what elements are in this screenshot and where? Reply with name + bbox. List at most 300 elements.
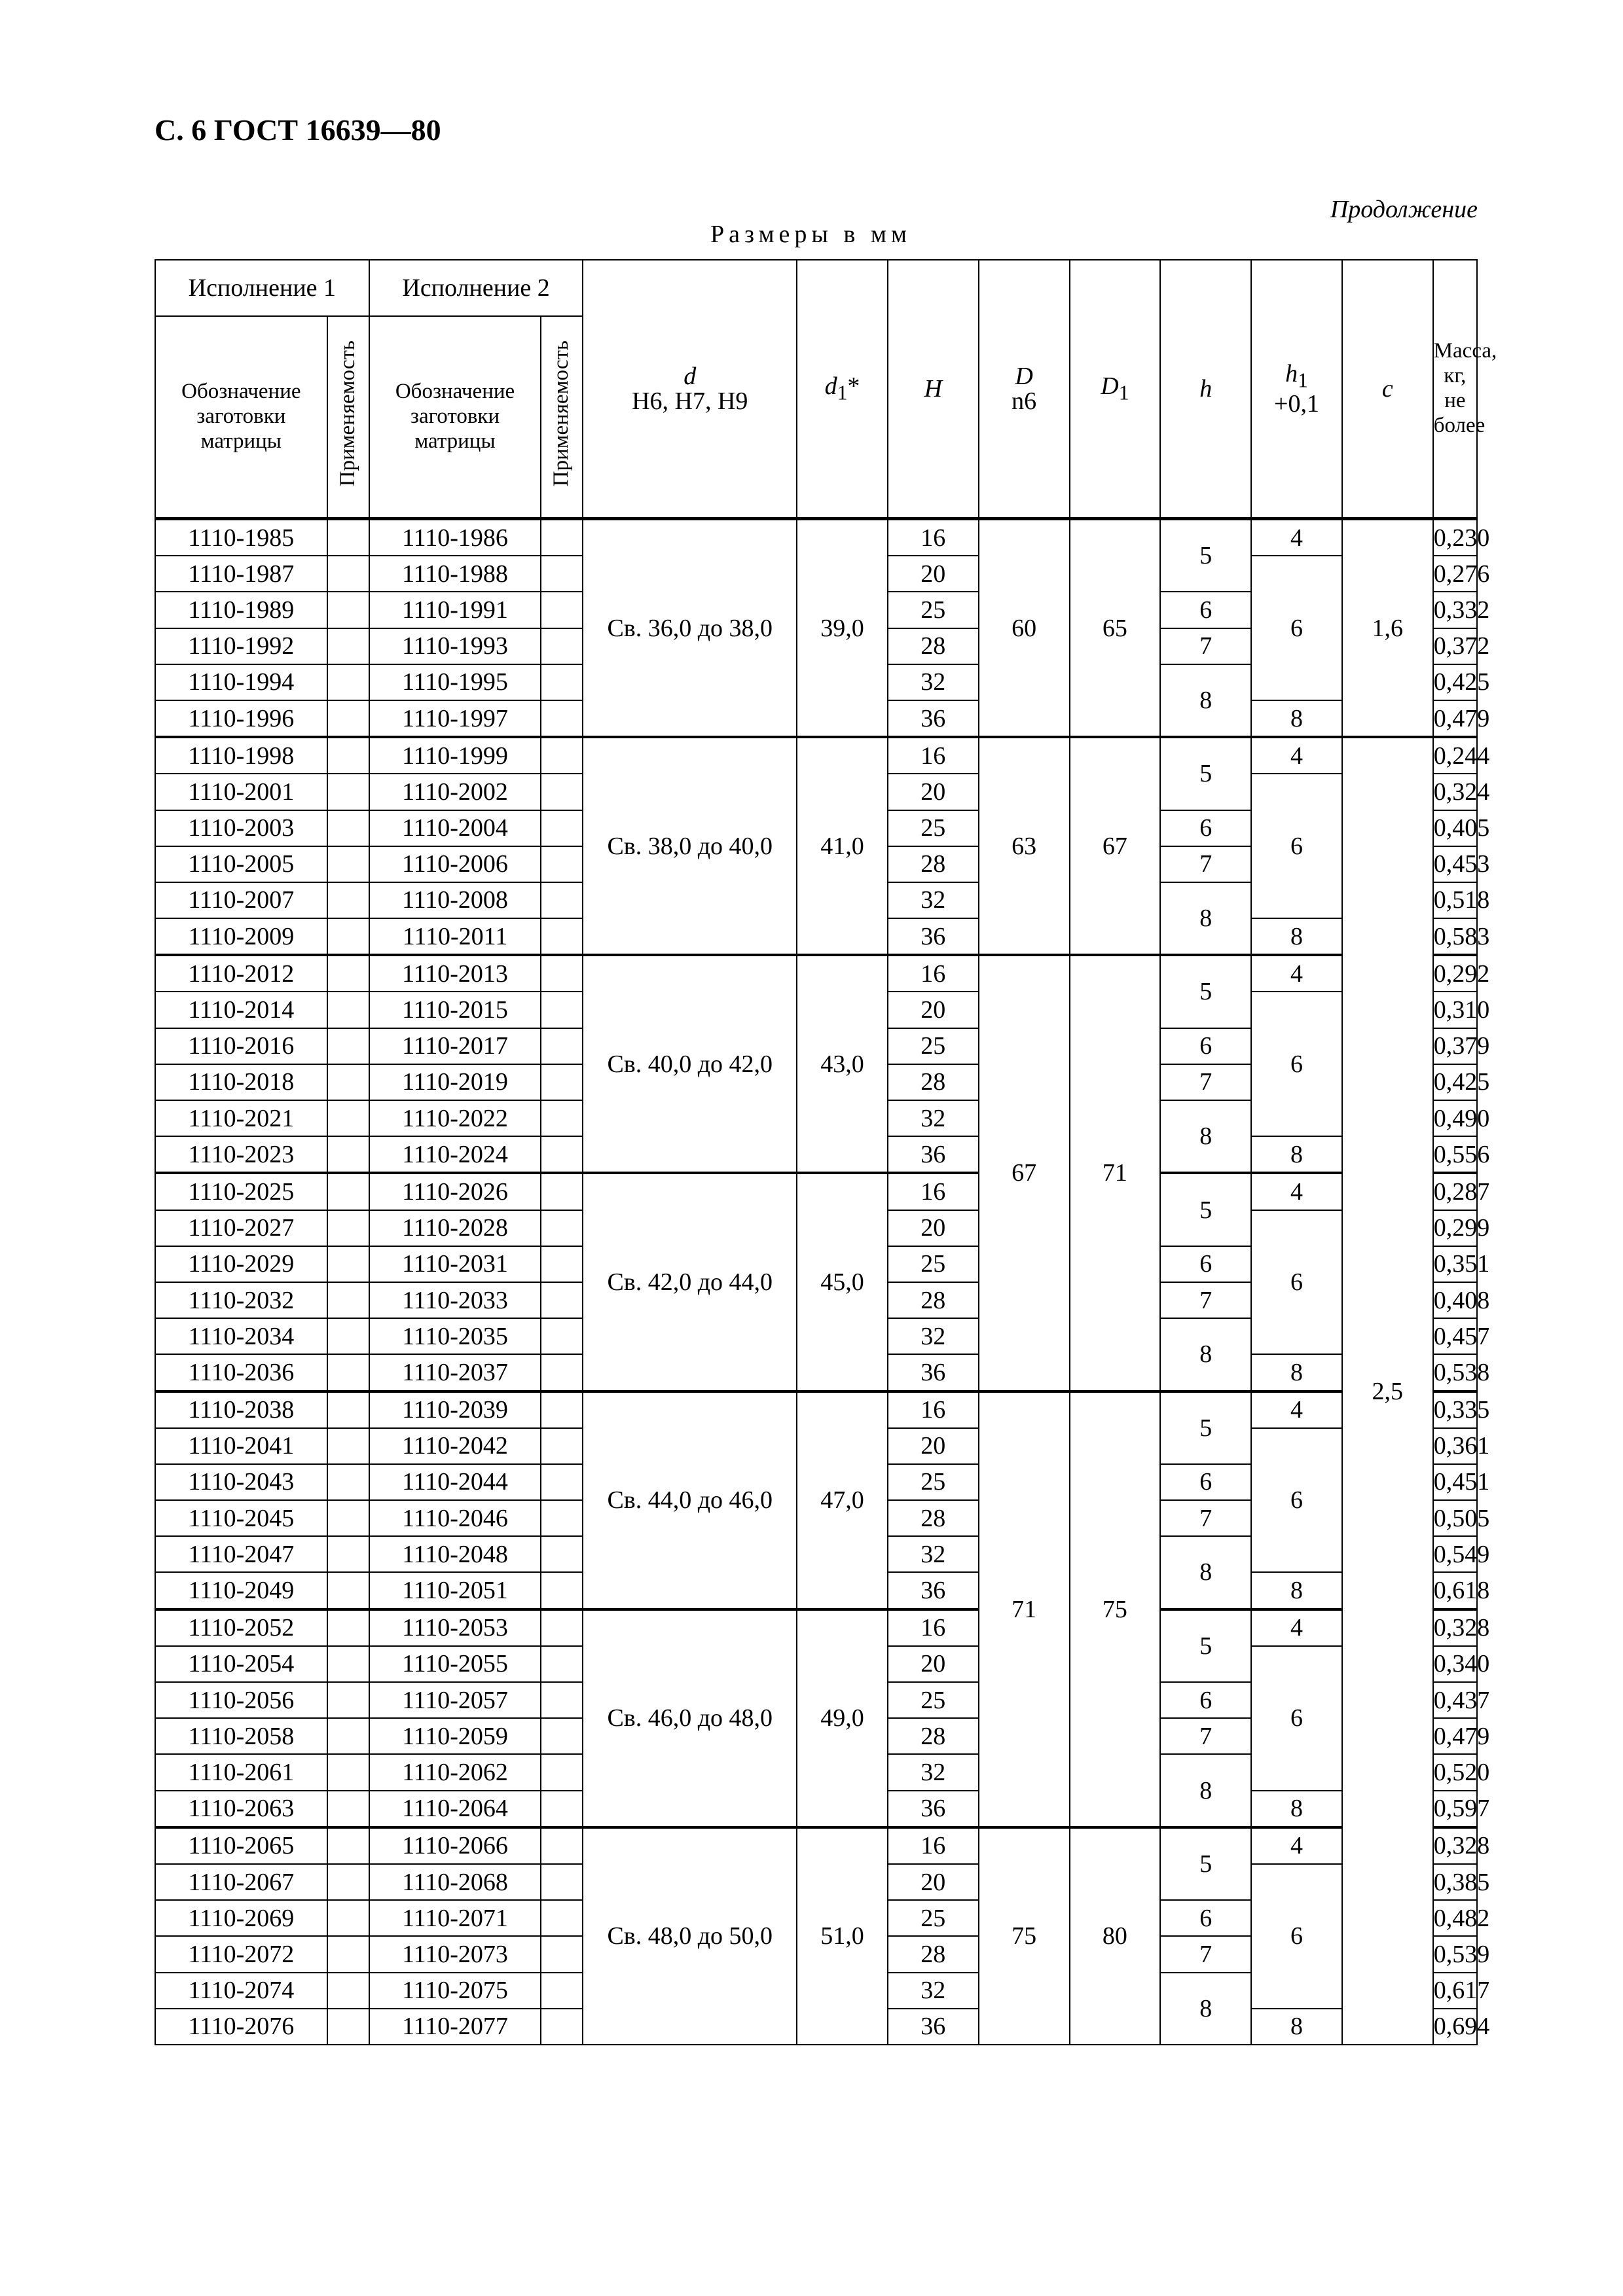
applicability-1-cell xyxy=(327,1210,369,1246)
h1-cell: 4 xyxy=(1251,1609,1342,1646)
table-header xyxy=(155,260,1497,519)
designation-1-cell: 1110-2054 xyxy=(155,1646,327,1682)
c-cell: 1,6 xyxy=(1342,519,1433,738)
designation-2-cell: 1110-2015 xyxy=(369,992,541,1028)
designation-1-cell: 1110-2016 xyxy=(155,1028,327,1064)
h1-cell: 4 xyxy=(1251,519,1342,556)
h1-cell: 6 xyxy=(1251,774,1342,918)
applicability-2-cell xyxy=(541,556,583,592)
mass-cell: 0,520 xyxy=(1433,1754,1477,1790)
applicability-2-cell xyxy=(541,1100,583,1136)
h-cell: 7 xyxy=(1160,1282,1251,1318)
H-cell: 20 xyxy=(888,1864,979,1900)
mass-cell: 0,479 xyxy=(1433,1718,1477,1754)
designation-1-cell: 1110-2038 xyxy=(155,1391,327,1428)
designation-2-cell: 1110-2039 xyxy=(369,1391,541,1428)
applicability-2-cell xyxy=(541,1609,583,1646)
H-cell: 25 xyxy=(888,1464,979,1500)
designation-1-cell: 1110-2036 xyxy=(155,1354,327,1391)
applicability-2-cell xyxy=(541,1464,583,1500)
D-cell: 60 xyxy=(979,519,1070,738)
designation-2-cell: 1110-2035 xyxy=(369,1318,541,1354)
applicability-1-cell xyxy=(327,1500,369,1536)
h1-cell: 8 xyxy=(1251,1791,1342,1827)
table-body xyxy=(155,519,1490,2045)
applicability-2-cell xyxy=(541,1572,583,1609)
mass-cell: 0,538 xyxy=(1433,1354,1477,1391)
applicability-1-cell xyxy=(327,1682,369,1718)
applicability-2-cell xyxy=(541,810,583,846)
designation-1-cell: 1110-2069 xyxy=(155,1900,327,1936)
d-range-cell: Св. 46,0 до 48,0 xyxy=(583,1609,797,1827)
applicability-2-cell xyxy=(541,1754,583,1790)
designation-2-cell: 1110-2057 xyxy=(369,1682,541,1718)
designation-2-cell: 1110-2048 xyxy=(369,1536,541,1572)
designation-1-cell: 1110-2047 xyxy=(155,1536,327,1572)
applicability-2-cell xyxy=(541,737,583,774)
designation-2-cell: 1110-2019 xyxy=(369,1064,541,1100)
designation-2-cell: 1110-2024 xyxy=(369,1136,541,1173)
designation-2-cell: 1110-1988 xyxy=(369,556,541,592)
designation-1-cell: 1110-1994 xyxy=(155,664,327,700)
table-row xyxy=(155,1173,1477,1210)
applicability-2-cell xyxy=(541,1682,583,1718)
designation-2-cell: 1110-2031 xyxy=(369,1246,541,1282)
designation-1-cell: 1110-2043 xyxy=(155,1464,327,1500)
header-D1 xyxy=(1070,260,1161,519)
page-header: С. 6 ГОСТ 16639—80 xyxy=(155,113,441,147)
h1-cell: 6 xyxy=(1251,1864,1342,2009)
designation-1-cell: 1110-2058 xyxy=(155,1718,327,1754)
applicability-2-cell xyxy=(541,992,583,1028)
designation-1-cell: 1110-2023 xyxy=(155,1136,327,1173)
designation-1-cell: 1110-1996 xyxy=(155,700,327,737)
header-h1-tolerance: +0,1 xyxy=(1274,389,1319,418)
applicability-2-cell xyxy=(541,1028,583,1064)
H-cell: 28 xyxy=(888,1064,979,1100)
table-row xyxy=(155,737,1477,774)
h1-cell: 6 xyxy=(1251,1210,1342,1355)
mass-cell: 0,292 xyxy=(1433,955,1477,992)
applicability-2-cell xyxy=(541,1282,583,1318)
applicability-2-cell xyxy=(541,1064,583,1100)
mass-cell: 0,244 xyxy=(1433,737,1477,774)
h1-cell: 4 xyxy=(1251,955,1342,992)
mass-cell: 0,287 xyxy=(1433,1173,1477,1210)
designation-1-cell: 1110-2009 xyxy=(155,918,327,955)
applicability-1-cell xyxy=(327,1028,369,1064)
applicability-2-cell xyxy=(541,1318,583,1354)
h-cell: 6 xyxy=(1160,810,1251,846)
applicability-1-cell xyxy=(327,592,369,628)
applicability-2-cell xyxy=(541,918,583,955)
header-applicability-2 xyxy=(541,316,583,519)
mass-cell: 0,479 xyxy=(1433,700,1477,737)
designation-2-cell: 1110-2022 xyxy=(369,1100,541,1136)
mass-cell: 0,324 xyxy=(1433,774,1477,810)
designation-2-cell: 1110-2055 xyxy=(369,1646,541,1682)
applicability-1-cell xyxy=(327,882,369,918)
applicability-1-cell xyxy=(327,992,369,1028)
table-row xyxy=(155,955,1477,992)
designation-2-cell: 1110-2011 xyxy=(369,918,541,955)
D1-cell: 65 xyxy=(1070,519,1161,738)
D1-cell: 71 xyxy=(1070,955,1161,1391)
D-cell: 75 xyxy=(979,1827,1070,2045)
designation-2-cell: 1110-2064 xyxy=(369,1791,541,1827)
designation-2-cell: 1110-2062 xyxy=(369,1754,541,1790)
H-cell: 16 xyxy=(888,737,979,774)
mass-cell: 0,453 xyxy=(1433,846,1477,882)
H-cell: 20 xyxy=(888,1210,979,1246)
h1-cell: 8 xyxy=(1251,1136,1342,1173)
designation-2-cell: 1110-1999 xyxy=(369,737,541,774)
designation-1-cell: 1110-2049 xyxy=(155,1572,327,1609)
applicability-1-cell xyxy=(327,2009,369,2045)
units-caption: Размеры в мм xyxy=(710,221,911,248)
header-c: c xyxy=(1342,260,1433,519)
designation-1-cell: 1110-2034 xyxy=(155,1318,327,1354)
d-range-cell: Св. 42,0 до 44,0 xyxy=(583,1173,797,1391)
d1-cell: 51,0 xyxy=(797,1827,888,2045)
H-cell: 20 xyxy=(888,1428,979,1464)
header-d-symbol: d xyxy=(684,363,697,390)
h1-cell: 6 xyxy=(1251,992,1342,1136)
dimensions-table xyxy=(155,259,1497,2045)
d1-cell: 47,0 xyxy=(797,1391,888,1609)
designation-2-cell: 1110-2028 xyxy=(369,1210,541,1246)
H-cell: 32 xyxy=(888,1973,979,2009)
h-cell: 7 xyxy=(1160,1064,1251,1100)
h1-cell: 4 xyxy=(1251,1391,1342,1428)
H-cell: 36 xyxy=(888,700,979,737)
applicability-2-cell xyxy=(541,1864,583,1900)
designation-1-cell: 1110-2029 xyxy=(155,1246,327,1282)
designation-2-cell: 1110-2075 xyxy=(369,1973,541,2009)
applicability-1-cell xyxy=(327,1536,369,1572)
h1-cell: 4 xyxy=(1251,737,1342,774)
d-range-cell: Св. 40,0 до 42,0 xyxy=(583,955,797,1173)
D-cell: 67 xyxy=(979,955,1070,1391)
applicability-2-cell xyxy=(541,1173,583,1210)
designation-2-cell: 1110-1986 xyxy=(369,519,541,556)
mass-cell: 0,597 xyxy=(1433,1791,1477,1827)
h-cell: 8 xyxy=(1160,1536,1251,1609)
D-cell: 63 xyxy=(979,737,1070,955)
applicability-1-cell xyxy=(327,955,369,992)
designation-2-cell: 1110-2006 xyxy=(369,846,541,882)
applicability-1-cell xyxy=(327,810,369,846)
mass-cell: 0,379 xyxy=(1433,1028,1477,1064)
mass-cell: 0,505 xyxy=(1433,1500,1477,1536)
header-applicability-1 xyxy=(327,316,369,519)
designation-2-cell: 1110-2042 xyxy=(369,1428,541,1464)
designation-2-cell: 1110-2051 xyxy=(369,1572,541,1609)
designation-1-cell: 1110-1987 xyxy=(155,556,327,592)
designation-1-cell: 1110-2003 xyxy=(155,810,327,846)
mass-cell: 0,618 xyxy=(1433,1572,1477,1609)
D1-cell: 75 xyxy=(1070,1391,1161,1827)
designation-2-cell: 1110-1995 xyxy=(369,664,541,700)
H-cell: 36 xyxy=(888,1791,979,1827)
designation-1-cell: 1110-1998 xyxy=(155,737,327,774)
c-cell: 2,5 xyxy=(1342,737,1433,2045)
header-D-symbol: D xyxy=(1015,363,1033,390)
designation-2-cell: 1110-2008 xyxy=(369,882,541,918)
applicability-1-cell xyxy=(327,918,369,955)
designation-1-cell: 1110-2018 xyxy=(155,1064,327,1100)
H-cell: 36 xyxy=(888,1136,979,1173)
applicability-2-cell xyxy=(541,592,583,628)
H-cell: 25 xyxy=(888,1246,979,1282)
designation-2-cell: 1110-2033 xyxy=(369,1282,541,1318)
applicability-2-cell xyxy=(541,1210,583,1246)
h1-cell: 8 xyxy=(1251,700,1342,737)
applicability-2-cell xyxy=(541,1718,583,1754)
h-cell: 8 xyxy=(1160,882,1251,955)
mass-cell: 0,539 xyxy=(1433,1936,1477,1972)
applicability-1-cell xyxy=(327,519,369,556)
H-cell: 28 xyxy=(888,1282,979,1318)
designation-1-cell: 1110-2074 xyxy=(155,1973,327,2009)
applicability-2-cell xyxy=(541,1646,583,1682)
designation-2-cell: 1110-2044 xyxy=(369,1464,541,1500)
d1-cell: 39,0 xyxy=(797,519,888,738)
applicability-2-cell xyxy=(541,1973,583,2009)
applicability-2-cell xyxy=(541,700,583,737)
applicability-2-cell xyxy=(541,519,583,556)
D-cell: 71 xyxy=(979,1391,1070,1827)
mass-cell: 0,335 xyxy=(1433,1391,1477,1428)
header-h1 xyxy=(1251,260,1342,519)
H-cell: 28 xyxy=(888,1500,979,1536)
designation-1-cell: 1110-2007 xyxy=(155,882,327,918)
H-cell: 36 xyxy=(888,918,979,955)
mass-cell: 0,328 xyxy=(1433,1609,1477,1646)
h-cell: 6 xyxy=(1160,1464,1251,1500)
designation-2-cell: 1110-2013 xyxy=(369,955,541,992)
H-cell: 25 xyxy=(888,1028,979,1064)
header-d xyxy=(583,260,797,519)
mass-cell: 0,361 xyxy=(1433,1428,1477,1464)
applicability-1-cell xyxy=(327,700,369,737)
applicability-1-cell xyxy=(327,1464,369,1500)
d-range-cell: Св. 48,0 до 50,0 xyxy=(583,1827,797,2045)
header-D1-sub: 1 xyxy=(1118,381,1129,404)
H-cell: 20 xyxy=(888,1646,979,1682)
mass-cell: 0,425 xyxy=(1433,664,1477,700)
table-row xyxy=(155,519,1477,556)
header-D1-symbol: D xyxy=(1101,372,1119,401)
applicability-1-cell xyxy=(327,664,369,700)
h1-cell: 8 xyxy=(1251,918,1342,955)
H-cell: 28 xyxy=(888,1936,979,1972)
header-d1 xyxy=(797,260,888,519)
header-execution-1: Исполнение 1 xyxy=(155,260,369,316)
H-cell: 28 xyxy=(888,846,979,882)
H-cell: 25 xyxy=(888,592,979,628)
applicability-1-cell xyxy=(327,556,369,592)
continuation-label: Продолжение xyxy=(1330,196,1478,223)
applicability-1-label: Применяемость xyxy=(335,340,359,487)
d-range-cell: Св. 36,0 до 38,0 xyxy=(583,519,797,738)
H-cell: 32 xyxy=(888,664,979,700)
designation-1-cell: 1110-2067 xyxy=(155,1864,327,1900)
h1-cell: 6 xyxy=(1251,1646,1342,1791)
H-cell: 20 xyxy=(888,556,979,592)
d1-cell: 43,0 xyxy=(797,955,888,1173)
mass-cell: 0,332 xyxy=(1433,592,1477,628)
designation-1-cell: 1110-2014 xyxy=(155,992,327,1028)
applicability-1-cell xyxy=(327,737,369,774)
header-execution-2: Исполнение 2 xyxy=(369,260,583,316)
header-d1-symbol: d xyxy=(824,372,837,401)
H-cell: 32 xyxy=(888,1318,979,1354)
h-cell: 5 xyxy=(1160,519,1251,592)
h-cell: 7 xyxy=(1160,846,1251,882)
h1-cell: 4 xyxy=(1251,1827,1342,1864)
designation-1-cell: 1110-2041 xyxy=(155,1428,327,1464)
d-range-cell: Св. 38,0 до 40,0 xyxy=(583,737,797,955)
applicability-1-cell xyxy=(327,1354,369,1391)
header-D xyxy=(979,260,1070,519)
D1-cell: 67 xyxy=(1070,737,1161,955)
applicability-2-cell xyxy=(541,1936,583,1972)
table-row xyxy=(155,1827,1477,1864)
H-cell: 16 xyxy=(888,955,979,992)
H-cell: 28 xyxy=(888,1718,979,1754)
applicability-1-cell xyxy=(327,1900,369,1936)
h-cell: 7 xyxy=(1160,628,1251,664)
H-cell: 28 xyxy=(888,628,979,664)
applicability-1-cell xyxy=(327,846,369,882)
applicability-2-cell xyxy=(541,2009,583,2045)
applicability-2-cell xyxy=(541,774,583,810)
H-cell: 32 xyxy=(888,882,979,918)
header-h1-symbol: h xyxy=(1285,360,1298,388)
designation-1-cell: 1110-2072 xyxy=(155,1936,327,1972)
designation-1-cell: 1110-2012 xyxy=(155,955,327,992)
H-cell: 20 xyxy=(888,992,979,1028)
applicability-2-cell xyxy=(541,1391,583,1428)
mass-cell: 0,583 xyxy=(1433,918,1477,955)
designation-1-cell: 1110-2076 xyxy=(155,2009,327,2045)
h-cell: 8 xyxy=(1160,1100,1251,1173)
h-cell: 7 xyxy=(1160,1936,1251,1972)
mass-cell: 0,230 xyxy=(1433,519,1477,556)
applicability-1-cell xyxy=(327,628,369,664)
h-cell: 5 xyxy=(1160,1391,1251,1464)
H-cell: 16 xyxy=(888,1609,979,1646)
h-cell: 5 xyxy=(1160,1827,1251,1900)
applicability-1-cell xyxy=(327,1173,369,1210)
D1-cell: 80 xyxy=(1070,1827,1161,2045)
designation-1-cell: 1110-2065 xyxy=(155,1827,327,1864)
d1-cell: 45,0 xyxy=(797,1173,888,1391)
mass-cell: 0,299 xyxy=(1433,1210,1477,1246)
d-range-cell: Св. 44,0 до 46,0 xyxy=(583,1391,797,1609)
mass-cell: 0,482 xyxy=(1433,1900,1477,1936)
designation-2-cell: 1110-2026 xyxy=(369,1173,541,1210)
designation-1-cell: 1110-2027 xyxy=(155,1210,327,1246)
applicability-1-cell xyxy=(327,1100,369,1136)
H-cell: 20 xyxy=(888,774,979,810)
designation-2-cell: 1110-2068 xyxy=(369,1864,541,1900)
designation-1-cell: 1110-1989 xyxy=(155,592,327,628)
applicability-1-cell xyxy=(327,1754,369,1790)
applicability-2-cell xyxy=(541,1136,583,1173)
h1-cell: 8 xyxy=(1251,2009,1342,2045)
mass-cell: 0,405 xyxy=(1433,810,1477,846)
h-cell: 8 xyxy=(1160,1318,1251,1391)
applicability-2-cell xyxy=(541,1827,583,1864)
H-cell: 36 xyxy=(888,1572,979,1609)
applicability-1-cell xyxy=(327,1136,369,1173)
H-cell: 25 xyxy=(888,1900,979,1936)
applicability-1-cell xyxy=(327,1718,369,1754)
applicability-2-cell xyxy=(541,846,583,882)
mass-cell: 0,556 xyxy=(1433,1136,1477,1173)
header-d1-mark: * xyxy=(847,372,860,401)
header-H: H xyxy=(888,260,979,519)
h-cell: 7 xyxy=(1160,1500,1251,1536)
header-h1-sub: 1 xyxy=(1298,368,1308,392)
applicability-1-cell xyxy=(327,1246,369,1282)
h-cell: 8 xyxy=(1160,1973,1251,2045)
mass-cell: 0,518 xyxy=(1433,882,1477,918)
applicability-2-cell xyxy=(541,882,583,918)
applicability-1-cell xyxy=(327,1791,369,1827)
applicability-1-cell xyxy=(327,1827,369,1864)
designation-2-cell: 1110-2066 xyxy=(369,1827,541,1864)
applicability-1-cell xyxy=(327,1973,369,2009)
header-d1-sub: 1 xyxy=(837,381,848,404)
designation-1-cell: 1110-2052 xyxy=(155,1609,327,1646)
mass-cell: 0,437 xyxy=(1433,1682,1477,1718)
H-cell: 16 xyxy=(888,1827,979,1864)
H-cell: 16 xyxy=(888,519,979,556)
h-cell: 5 xyxy=(1160,737,1251,810)
mass-cell: 0,372 xyxy=(1433,628,1477,664)
h-cell: 5 xyxy=(1160,955,1251,1028)
mass-cell: 0,310 xyxy=(1433,992,1477,1028)
designation-1-cell: 1110-2021 xyxy=(155,1100,327,1136)
header-d-tolerance: H6, H7, H9 xyxy=(632,387,748,415)
applicability-2-label: Применяемость xyxy=(549,340,574,487)
designation-2-cell: 1110-2071 xyxy=(369,1900,541,1936)
designation-2-cell: 1110-2059 xyxy=(369,1718,541,1754)
mass-cell: 0,457 xyxy=(1433,1318,1477,1354)
header-mass: Масса, кг, не более xyxy=(1433,260,1477,519)
designation-1-cell: 1110-2032 xyxy=(155,1282,327,1318)
d1-cell: 41,0 xyxy=(797,737,888,955)
designation-1-cell: 1110-2025 xyxy=(155,1173,327,1210)
mass-cell: 0,340 xyxy=(1433,1646,1477,1682)
d1-cell: 49,0 xyxy=(797,1609,888,1827)
designation-2-cell: 1110-1997 xyxy=(369,700,541,737)
designation-2-cell: 1110-1993 xyxy=(369,628,541,664)
applicability-1-cell xyxy=(327,1646,369,1682)
applicability-2-cell xyxy=(541,1500,583,1536)
applicability-1-cell xyxy=(327,1428,369,1464)
mass-cell: 0,351 xyxy=(1433,1246,1477,1282)
H-cell: 25 xyxy=(888,810,979,846)
header-designation-1: Обозначение заготовки матрицы xyxy=(155,316,327,519)
H-cell: 16 xyxy=(888,1391,979,1428)
applicability-1-cell xyxy=(327,1282,369,1318)
applicability-1-cell xyxy=(327,1864,369,1900)
designation-1-cell: 1110-1992 xyxy=(155,628,327,664)
